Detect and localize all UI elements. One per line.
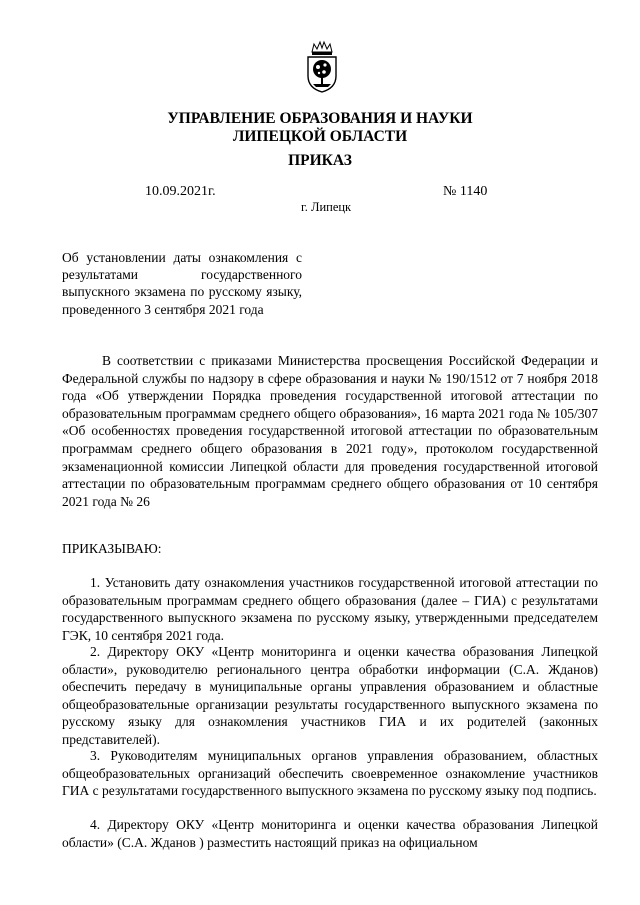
document-subject: Об установлении даты ознакомления с результатами государственного выпускного экзамена по русскому языку, проведенного 3 сентября 2021 года xyxy=(62,250,302,317)
order-item-1: 1. Установить дату ознакомления участников государственной итоговой аттестации по образовательным программам среднего общего образования (далее – ГИА) с результатами государственного выпускного экзамена по русскому языку, утвержденными председателем ГЭК, 10 сентября 2021 года. xyxy=(62,575,598,643)
order-word: ПРИКАЗЫВАЮ: xyxy=(62,541,162,556)
order-item-4: 4. Директору ОКУ «Центр мониторинга и оценки качества образования Липецкой области» (С.А. Жданов ) разместить настоящий приказ на официальном xyxy=(62,817,598,850)
document-date: 10.09.2021г. xyxy=(145,184,216,199)
order-item-2: 2. Директору ОКУ «Центр мониторинга и оценки качества образования Липецкой области», руководителю регионального центра обработки информации (С.А. Жданов) обеспечить передачу в муниципальные органы управления образованием и областные общеобразовательные организации результаты государственного выпускного экзамена по русскому языку для ознакомления участников ГИА и их родителей (законных представителей). xyxy=(62,644,598,747)
document-city: г. Липецк xyxy=(301,200,352,214)
organization-name-line2: ЛИПЕЦКОЙ ОБЛАСТИ xyxy=(232,128,408,145)
preamble-paragraph: В соответствии с приказами Министерства просвещения Российской Федерации и Федеральной службы по надзору в сфере образования и науки № 190/1512 от 7 ноября 2018 года «Об утверждении Порядка проведения государственной итоговой аттестации по образовательным программам среднего общего образования», 16 марта 2021 года № 105/307 «Об особенностях проведения государственной итоговой аттестации по образовательным программам среднего общего образования в 2021 году», протоколом государственной экзаменационной комиссии Липецкой области для проведения государственной итоговой аттестации по образовательным программам среднего общего образования от 10 сентября 2021 года № 26 xyxy=(62,353,598,509)
order-item-3: 3. Руководителям муниципальных органов управления образованием, областных общеобразовательных организаций обеспечить своевременное ознакомление участников ГИА с результатами государственного выпускного экзамена по русскому языку под подпись. xyxy=(62,748,598,799)
organization-name-line1: УПРАВЛЕНИЕ ОБРАЗОВАНИЯ И НАУКИ xyxy=(167,110,473,127)
document-number: № 1140 xyxy=(443,184,488,199)
coat-of-arms-icon xyxy=(304,40,340,94)
document-type: ПРИКАЗ xyxy=(288,152,352,169)
